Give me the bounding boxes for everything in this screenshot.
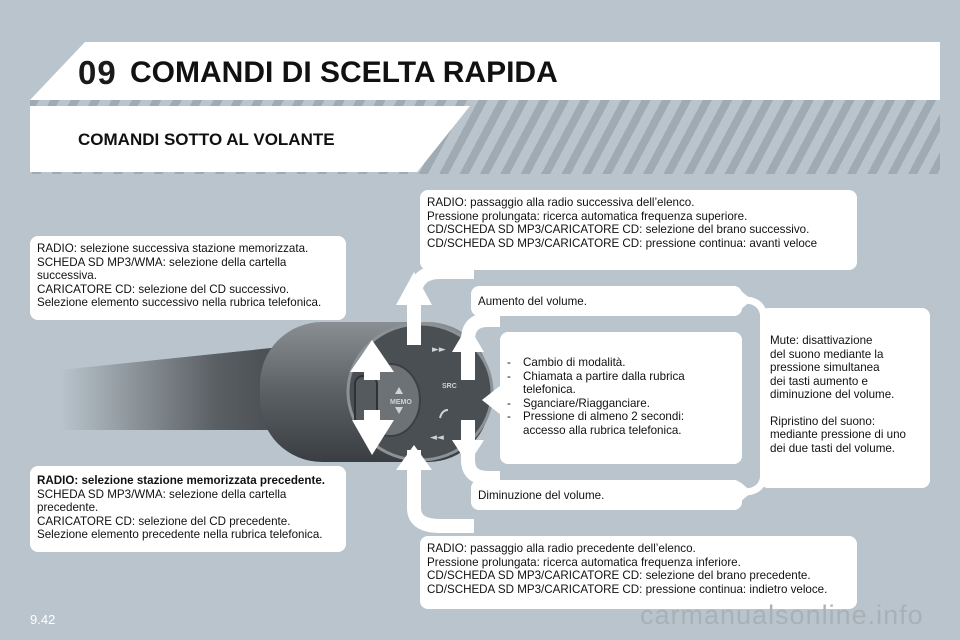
info-box-next-station	[420, 190, 857, 270]
section-title: COMANDI SOTTO AL VOLANTE	[78, 130, 335, 149]
next-station-text: RADIO: passaggio alla radio successiva dell’elenco. Pressione prolungata: ricerca automatica frequenza superiore. CD/SCHEDA SD MP3/CARICATORE CD: selezione del brano successivo. CD/SCHEDA SD MP3/CARICATORE CD: pressione continua: avanti veloce	[427, 196, 818, 250]
rewind-icon: ◄◄	[430, 433, 444, 443]
list-item: - Pressione di almeno 2 secondi: accesso alla rubrica telefonica.	[507, 410, 735, 437]
info-box-volume-up	[471, 286, 742, 316]
next-preset-text: RADIO: selezione successiva stazione memorizzata. SCHEDA SD MP3/WMA: selezione della cartella successiva. CARICATORE CD: selezione del CD successivo. Selezione elemento successivo nella rubrica telefonica.	[37, 242, 322, 309]
volume-up-text: Aumento del volume.	[478, 295, 587, 308]
list-item: - Sganciare/Riagganciare.	[507, 397, 735, 411]
src-functions-list	[507, 356, 735, 437]
mute-text: Mute: disattivazione del suono mediante la pressione simultanea dei tasti aumento e diminuzione del volume.	[770, 334, 895, 401]
previous-preset-heading: RADIO: selezione stazione memorizzata precedente.	[37, 474, 325, 487]
info-box-src-functions	[500, 332, 742, 464]
info-box-previous-station	[420, 536, 857, 609]
previous-preset-text: SCHEDA SD MP3/WMA: selezione della cartella precedente. CARICATORE CD: selezione del CD precedente. Selezione elemento precedente nella rubrica telefonica.	[37, 487, 323, 541]
chapter-number: 09	[78, 54, 117, 91]
page-number: 9.42	[30, 612, 56, 627]
restore-sound-text: Ripristino del suono: mediante pressione di uno dei due tasti del volume.	[770, 414, 906, 455]
info-box-volume-down	[471, 480, 742, 510]
watermark: carmanualsonline.info	[640, 600, 924, 630]
list-item: - Chiamata a partire dalla rubrica telefonica.	[507, 370, 735, 397]
volume-down-text: Diminuzione del volume.	[478, 489, 605, 502]
memo-label: MEMO	[390, 399, 412, 406]
src-label: SRC	[442, 383, 457, 390]
info-box-next-preset	[30, 236, 346, 320]
fast-forward-icon: ►►	[432, 345, 446, 355]
list-item: - Cambio di modalità.	[507, 356, 735, 370]
page-title: COMANDI DI SCELTA RAPIDA	[130, 56, 558, 89]
previous-station-text: RADIO: passaggio alla radio precedente dell’elenco. Pressione prolungata: ricerca automatica frequenza inferiore. CD/SCHEDA SD MP3/CARICATORE CD: selezione del brano precedente. CD/SCHEDA SD MP3/CARICATORE CD: pressione continua: indietro veloce.	[427, 542, 828, 596]
info-box-mute	[760, 308, 930, 488]
info-box-previous-preset	[30, 466, 346, 552]
